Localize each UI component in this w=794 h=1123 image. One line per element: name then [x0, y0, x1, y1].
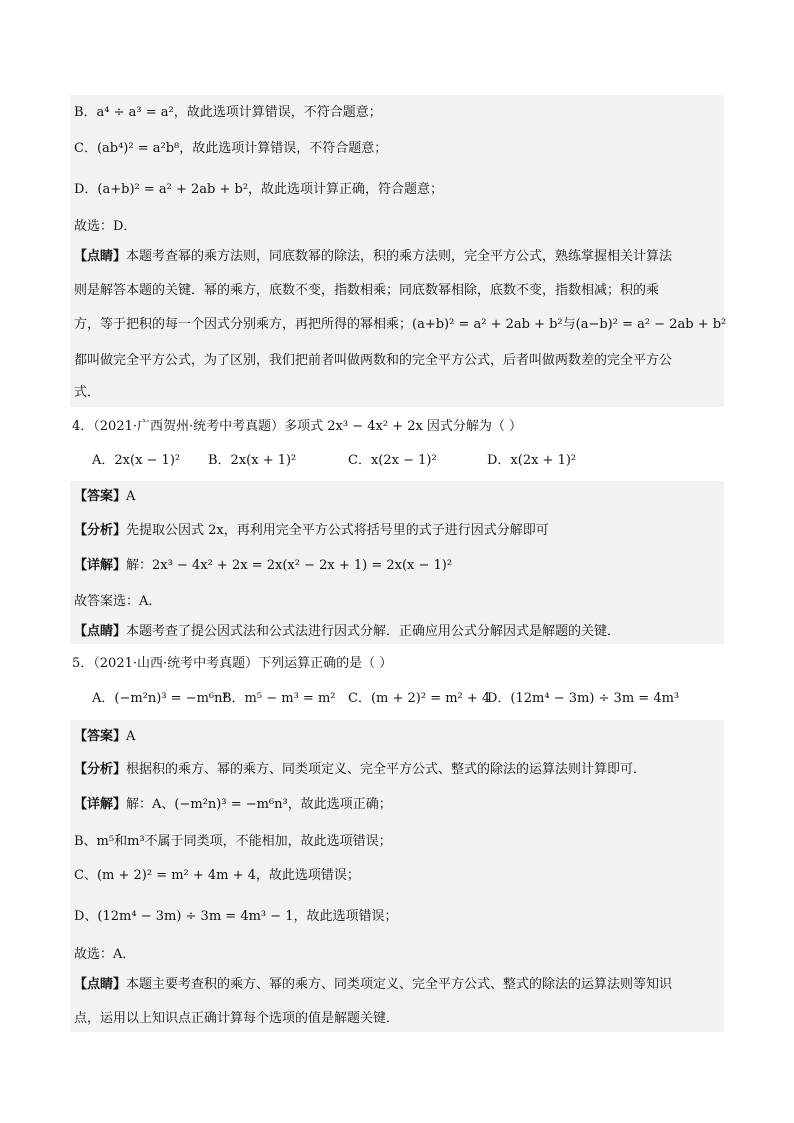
section-text: 解：2x³ − 4x² + 2x = 2x(x² − 2x + 1) = 2x(x − 1)²: [126, 558, 453, 573]
answer-choice: 故选：D．: [74, 219, 137, 234]
section-text: A: [126, 729, 136, 744]
section-tag: 【详解】: [74, 558, 127, 573]
comment-line-2: 则是解答本题的关键．幂的乘方，底数不变，指数相乘；同底数幂相除，底数不变，指数相减；积的乘: [74, 283, 660, 298]
section-tag: 【点睛】: [74, 624, 127, 639]
question-4-choose: 故答案选：A．: [74, 594, 162, 609]
question-5-option-a: A．(−m²n)³ = −m⁶n³: [92, 691, 228, 706]
question-5-stem: 5．（2021·山西·统考中考真题）下列运算正确的是（ ）: [72, 656, 393, 671]
question-4-option-b: B．2x(x + 1)²: [208, 453, 297, 468]
question-5-detail-a: [74, 796, 392, 814]
comment-line-3: 方，等于把积的每一个因式分别乘方，再把所得的幂相乘；(a+b)² = a² + 2ab + b²与(a−b)² = a² − 2ab + b²: [74, 317, 727, 332]
question-5-answer: [74, 728, 135, 746]
question-4-answer: [74, 488, 135, 506]
comment-line-1: [74, 248, 672, 266]
question-4-stem: 4．（2021·广西贺州·统考中考真题）多项式 2x³ − 4x² + 2x 因式分解为（ ）: [72, 419, 523, 434]
section-text: 本题考查了提公因式法和公式法进行因式分解．正确应用公式分解因式是解题的关键．: [126, 624, 621, 639]
comment-line-5: 式．: [74, 385, 101, 400]
question-4-option-d: D．x(2x + 1)²: [487, 453, 577, 468]
option-c-analysis: C．(ab⁴)² = a²b⁸，故此选项计算错误，不符合题意；: [74, 141, 388, 156]
question-4-analysis: [74, 522, 549, 540]
question-5-detail-c: C、(m + 2)² = m² + 4m + 4，故此选项错误；: [74, 868, 360, 883]
option-d-analysis: D．(a+b)² = a² + 2ab + b²，故此选项计算正确，符合题意；: [74, 182, 444, 197]
question-5-comment-1: [74, 976, 672, 994]
section-text: 本题考查幂的乘方法则，同底数幂的除法，积的乘方法则，完全平方公式，熟练掌握相关计算法: [126, 249, 673, 264]
section-tag: 【答案】: [74, 489, 127, 504]
question-4-comment: [74, 623, 620, 641]
section-text: 解：A、(−m²n)³ = −m⁶n³，故此选项正确；: [126, 797, 392, 812]
question-5-option-c: C．(m + 2)² = m² + 4: [348, 691, 491, 706]
section-tag: 【点睛】: [74, 977, 127, 992]
comment-line-4: 都叫做完全平方公式，为了区别，我们把前者叫做两数和的完全平方公式，后者叫做两数差的完全平方公: [74, 353, 673, 368]
section-text: 先提取公因式 2x，再利用完全平方公式将括号里的式子进行因式分解即可: [126, 523, 549, 538]
question-5-detail-b: B、m⁵和m³不属于同类项，不能相加，故此选项错误；: [74, 834, 392, 849]
section-tag: 【分析】: [74, 523, 127, 538]
option-b-analysis: B．a⁴ ÷ a³ = a²，故此选项计算错误，不符合题意；: [74, 105, 382, 120]
section-tag: 【详解】: [74, 797, 127, 812]
section-text: A: [126, 489, 136, 504]
question-4-option-a: A．2x(x − 1)²: [92, 453, 181, 468]
question-4-detail: [74, 557, 452, 575]
section-tag: 【分析】: [74, 762, 127, 777]
question-5-option-b: B．m⁵ − m³ = m²: [222, 691, 336, 706]
question-5-option-d: D．(12m⁴ − 3m) ÷ 3m = 4m³: [487, 691, 680, 706]
question-5-comment-2: 点，运用以上知识点正确计算每个选项的值是解题关键．: [74, 1011, 400, 1026]
section-text: 本题主要考查积的乘方、幂的乘方、同类项定义、完全平方公式、整式的除法的运算法则等知识: [126, 977, 673, 992]
question-5-analysis: [74, 761, 646, 779]
question-4-option-c: C．x(2x − 1)²: [348, 453, 437, 468]
section-text: 根据积的乘方、幂的乘方、同类项定义、完全平方公式、整式的除法的运算法则计算即可．: [126, 762, 647, 777]
question-5-detail-d: D、(12m⁴ − 3m) ÷ 3m = 4m³ − 1，故此选项错误；: [74, 909, 398, 924]
section-tag: 【答案】: [74, 729, 127, 744]
section-tag: 【点睛】: [74, 249, 127, 264]
question-5-choose: 故选：A．: [74, 947, 136, 962]
